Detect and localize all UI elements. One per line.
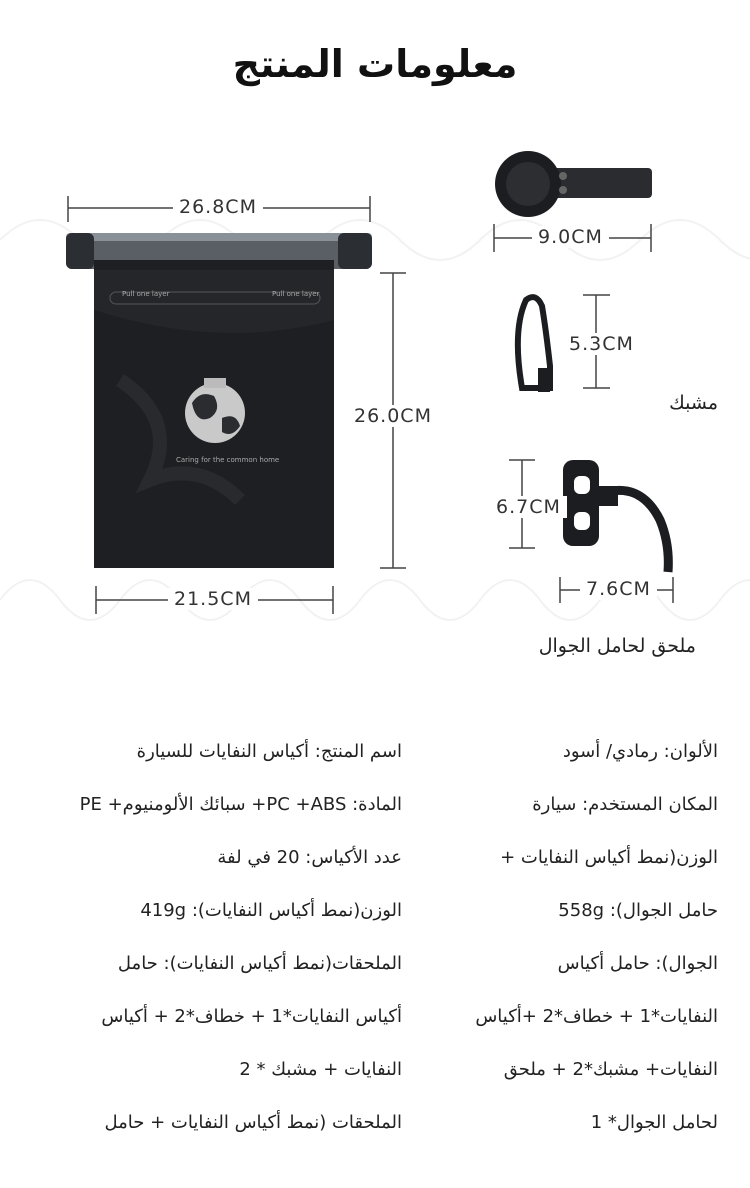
- bag-slogan: Caring for the common home: [176, 456, 280, 464]
- bag-tag-right: Pull one layer: [272, 290, 320, 298]
- spec-line: المكان المستخدم: سيارة: [532, 794, 718, 815]
- phone-mount-height-label: 6.7CM: [490, 496, 567, 518]
- spec-line: أكياس النفايات*1 + خطاف*2 + أكياس: [101, 1006, 402, 1027]
- spec-line: المادة: PC +ABS+ سبائك الألومنيوم+ PE: [79, 794, 402, 815]
- roller-end-cap: [495, 151, 652, 217]
- garbage-bag: [94, 260, 334, 568]
- spec-line: الجوال): حامل أكياس: [557, 953, 718, 974]
- clip-height-label: 5.3CM: [563, 333, 640, 355]
- holder-width-label: 26.8CM: [173, 196, 263, 218]
- phone-mount-width-label: 7.6CM: [580, 578, 657, 600]
- spec-line: الوزن(نمط أكياس النفايات): 419g: [140, 900, 402, 921]
- spec-line: الألوان: رمادي/ أسود: [562, 741, 718, 762]
- product-specs: [0, 725, 750, 1165]
- phone-mount-shape: [563, 460, 668, 572]
- spec-line: عدد الأكياس: 20 في لفة: [217, 847, 402, 868]
- product-diagram: [0, 120, 750, 690]
- specs-right-column: [418, 725, 718, 1149]
- bag-height-label: 26.0CM: [348, 405, 438, 427]
- spec-line: لحامل الجوال* 1: [590, 1112, 718, 1133]
- phone-mount-label: ملحق لحامل الجوال: [538, 635, 696, 657]
- spec-line: الملحقات (نمط أكياس النفايات + حامل: [104, 1112, 402, 1133]
- clip-shape: [518, 297, 550, 392]
- clip-label: مشبك: [669, 392, 718, 414]
- top-item-width-label: 9.0CM: [532, 226, 609, 248]
- spec-line: الملحقات(نمط أكياس النفايات): حامل: [117, 953, 402, 974]
- spec-line: اسم المنتج: أكياس النفايات للسيارة: [136, 741, 402, 762]
- spec-line: النفايات + مشبك * 2: [239, 1059, 402, 1080]
- spec-line: النفايات+ مشبك*2 + ملحق: [503, 1059, 718, 1080]
- bag-tag-left: Pull one layer: [122, 290, 170, 298]
- specs-left-column: [22, 725, 402, 1149]
- spec-line: حامل الجوال): 558g: [558, 900, 718, 921]
- bag-width-label: 21.5CM: [168, 588, 258, 610]
- spec-line: الوزن(نمط أكياس النفايات +: [500, 847, 718, 868]
- page-title: معلومات المنتج: [232, 42, 518, 86]
- spec-line: النفايات*1 + خطاف*2 +أكياس: [475, 1006, 718, 1027]
